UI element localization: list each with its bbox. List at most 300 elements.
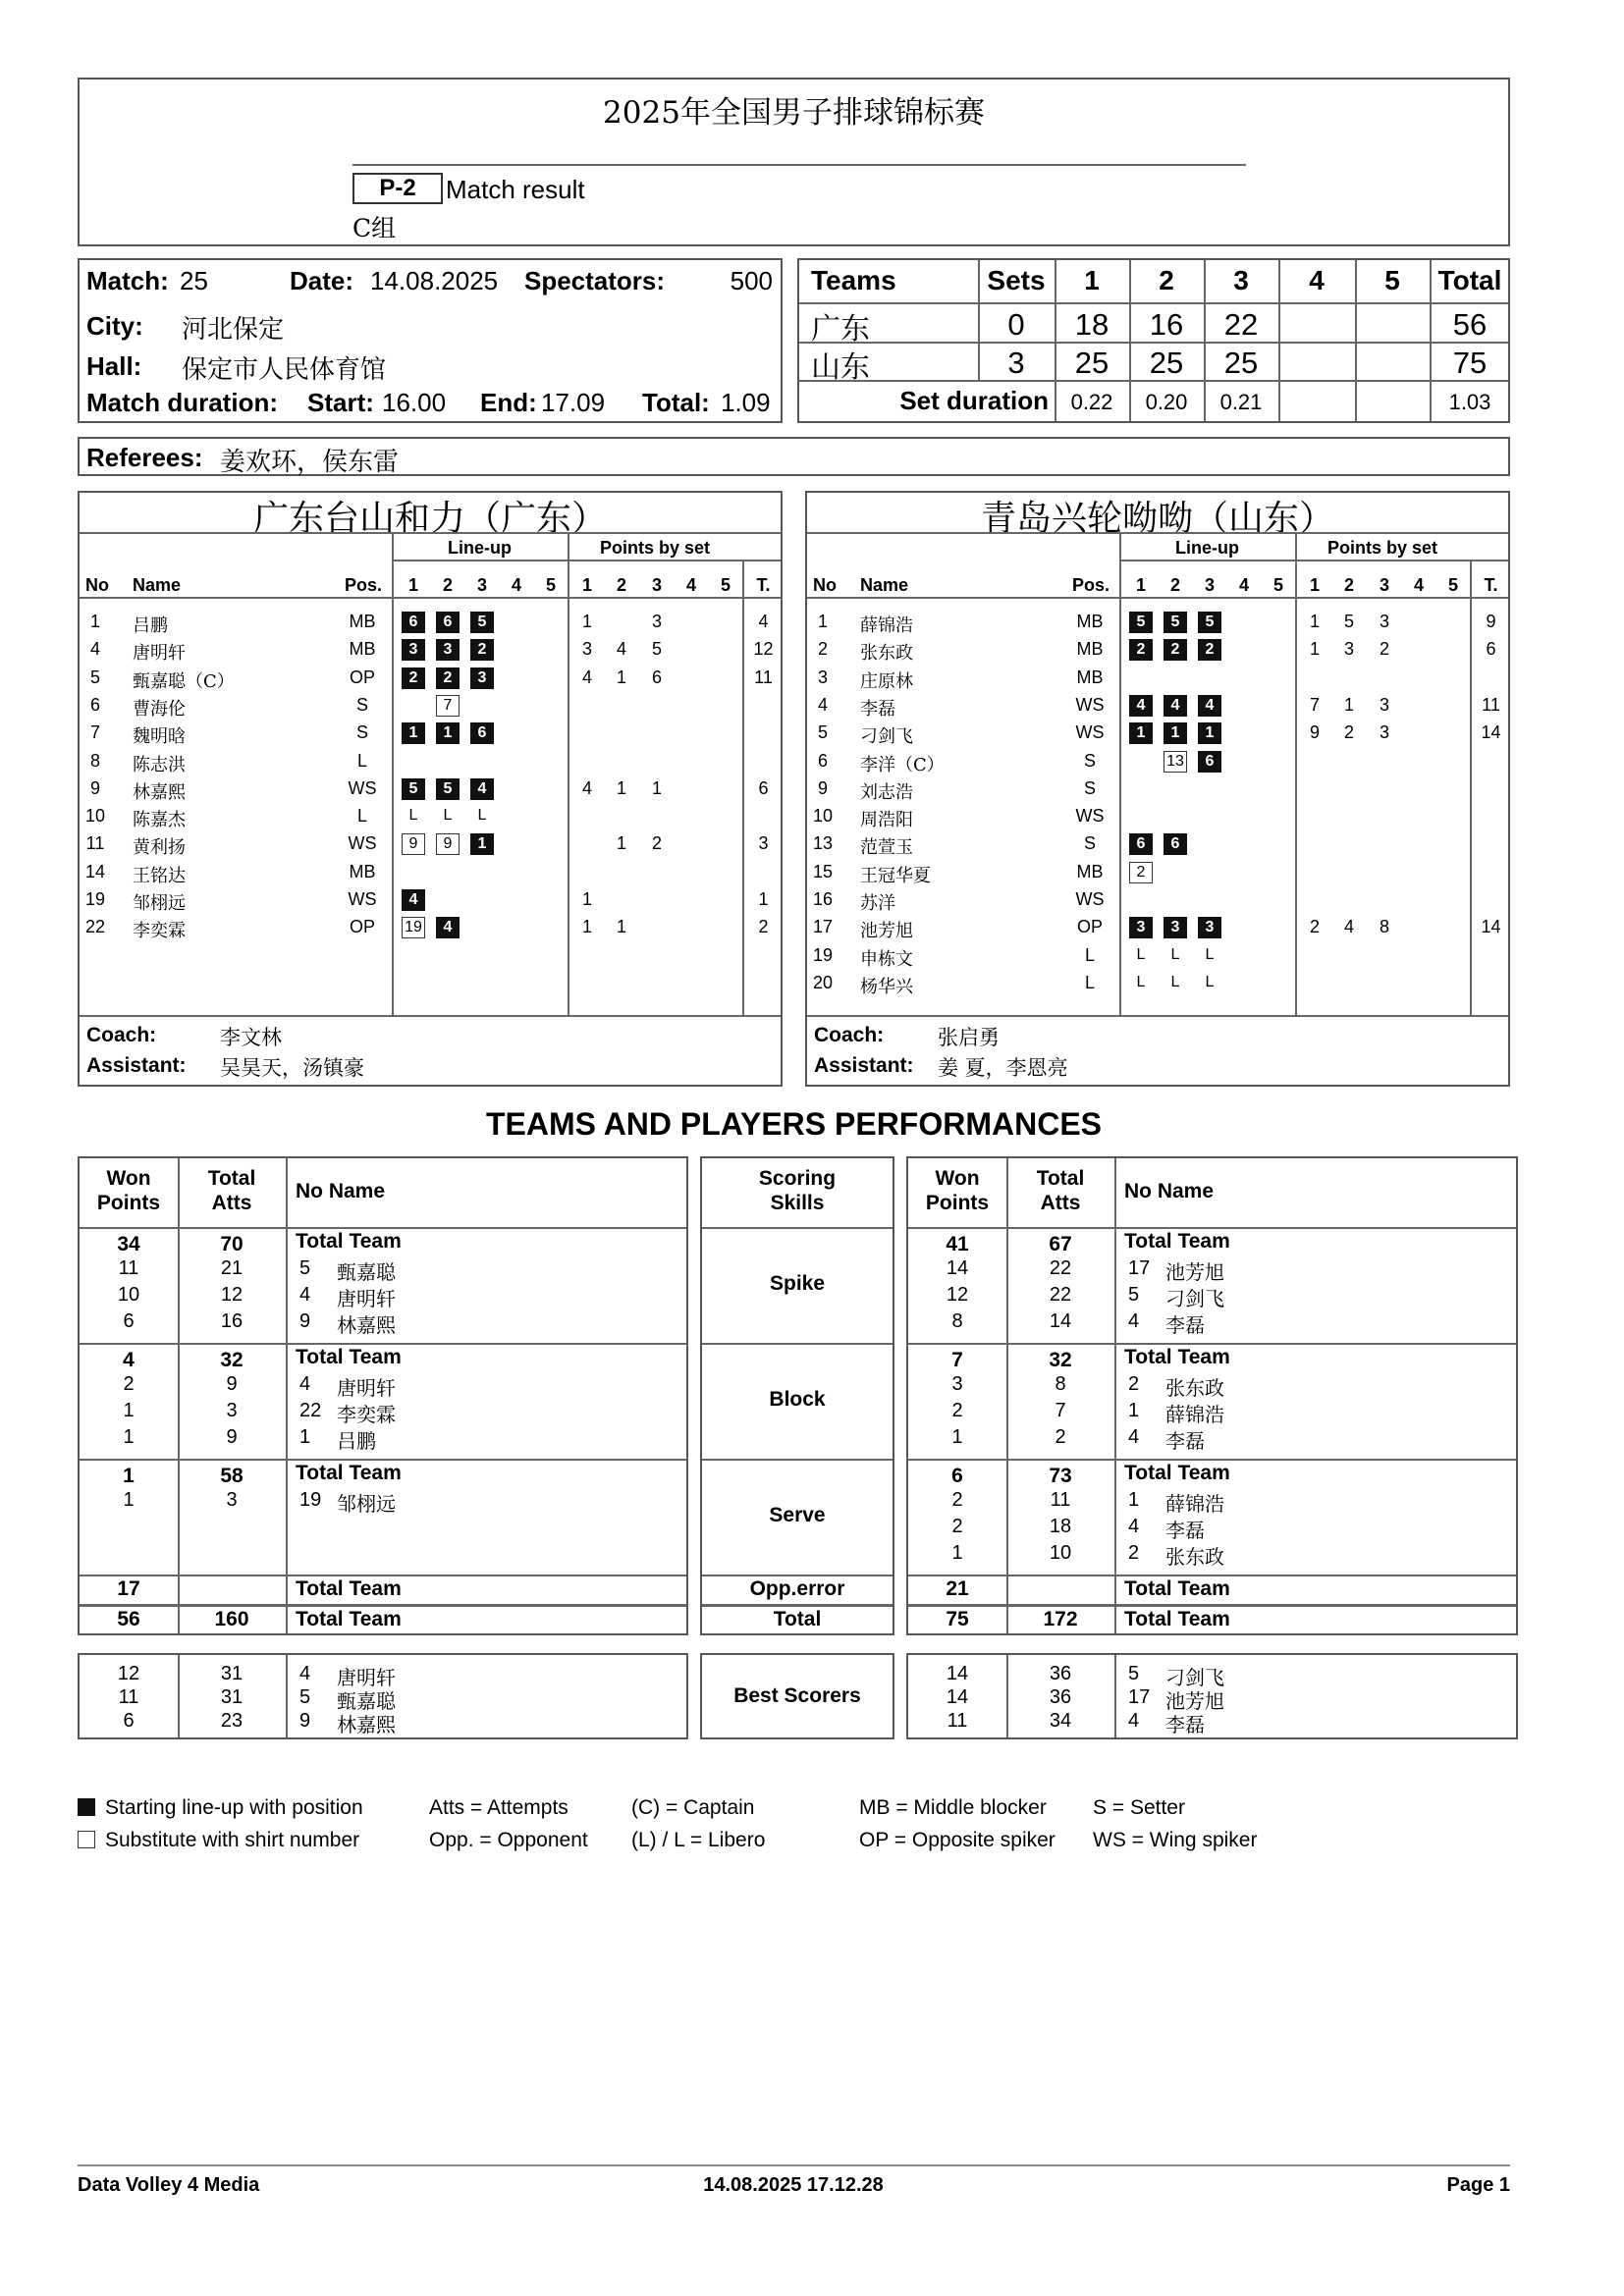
column-separator	[178, 1158, 180, 1633]
opp-error-won: 17	[117, 1577, 140, 1600]
player-position: MB	[1076, 667, 1104, 687]
player-no: 4	[299, 1284, 311, 1306]
player-atts: 2	[1055, 1426, 1066, 1448]
best-no: 17	[1128, 1686, 1151, 1708]
lineup-mark: L	[1170, 945, 1180, 963]
section-divider	[702, 1227, 893, 1229]
team-b-col-lu1: 1	[1135, 575, 1146, 595]
team-a-col-p1: 1	[581, 575, 592, 595]
player-name: 薛锦浩	[1165, 1492, 1224, 1516]
legend-starting-text: Starting line-up with position	[105, 1796, 363, 1819]
player-won: 2	[951, 1489, 963, 1511]
lineup-mark: 1	[1198, 722, 1221, 744]
team-b-col-no: No	[813, 575, 837, 595]
lineup-mark: 3	[1129, 917, 1153, 938]
team-b-lineup-header: Line-up	[1175, 538, 1239, 558]
player-position: MB	[1076, 639, 1104, 660]
player-name: 王冠华夏	[860, 865, 931, 886]
lineup-mark: 4	[1164, 695, 1187, 717]
player-row	[80, 609, 781, 636]
set-points: 4	[581, 667, 592, 687]
player-name: 刘志浩	[860, 781, 913, 803]
column-separator	[286, 1158, 288, 1633]
player-atts: 9	[226, 1373, 238, 1395]
score-header-set5: 5	[1384, 265, 1400, 295]
total-team-label: Total Team	[296, 1608, 402, 1630]
player-total-points: 14	[1481, 917, 1501, 937]
player-position: S	[355, 694, 368, 715]
spectators-label: Spectators:	[524, 266, 666, 295]
player-number: 10	[812, 806, 834, 827]
player-name: 李磊	[1165, 1519, 1205, 1542]
best-no: 4	[1128, 1710, 1140, 1732]
column-separator	[286, 1655, 288, 1737]
player-row	[807, 942, 1508, 970]
team-a-assistant-label: Assistant:	[86, 1054, 187, 1077]
player-number: 2	[817, 639, 828, 660]
best-atts: 36	[1049, 1686, 1072, 1708]
perf-skills-table	[700, 1156, 894, 1635]
team-a-col-lu1: 1	[407, 575, 418, 595]
player-name: 张东政	[860, 643, 913, 665]
lineup-mark: 6	[1198, 751, 1221, 773]
set-points: 5	[1343, 612, 1354, 631]
player-number: 11	[85, 833, 105, 854]
best-won: 12	[117, 1663, 140, 1684]
player-name: 刁剑飞	[860, 726, 913, 748]
player-name: 李洋（C）	[860, 754, 945, 775]
lineup-mark: 4	[1198, 695, 1221, 717]
player-name: 李奕霖	[133, 921, 186, 942]
total-duration: 1.09	[721, 388, 771, 417]
player-row	[807, 803, 1508, 830]
team-a-col-total: T.	[756, 575, 771, 595]
section-divider	[908, 1343, 1516, 1345]
team-a-col-p5: 5	[720, 575, 731, 595]
best-name: 池芳旭	[1165, 1689, 1224, 1713]
player-total-points: 9	[1486, 612, 1496, 631]
player-name: 薛锦浩	[1165, 1403, 1224, 1426]
player-no: 1	[1128, 1489, 1140, 1511]
score-header-teams: Teams	[811, 265, 896, 295]
score-header-set3: 3	[1233, 265, 1249, 295]
player-name: 林嘉熙	[133, 781, 186, 803]
player-name: 吕鹏	[133, 615, 168, 636]
team-b-col-total: T.	[1484, 575, 1498, 595]
spectators-count: 500	[730, 266, 773, 295]
team-won-total: 7	[951, 1349, 963, 1371]
grand-total-won: 75	[946, 1608, 969, 1630]
player-row	[80, 914, 781, 941]
lineup-mark: L	[477, 807, 487, 825]
total-team-label: Total Team	[1124, 1608, 1230, 1630]
lineup-mark: 3	[1198, 917, 1221, 938]
player-no: 4	[299, 1373, 311, 1395]
set-points: 3	[581, 639, 592, 660]
player-name: 池芳旭	[1165, 1260, 1224, 1284]
team-b-roster	[805, 491, 1510, 1087]
player-row	[807, 886, 1508, 914]
player-no: 4	[1128, 1310, 1140, 1332]
team-atts-total: 58	[220, 1465, 244, 1487]
lineup-mark: 1	[470, 833, 494, 855]
lineup-mark: 1	[1129, 722, 1153, 744]
total-team-label: Total Team	[296, 1230, 402, 1253]
player-name: 池芳旭	[860, 921, 913, 942]
player-name: 张东政	[1165, 1545, 1224, 1569]
referees-box	[78, 437, 1510, 476]
team-a-col-name: Name	[133, 575, 182, 595]
section-divider	[702, 1459, 893, 1461]
lineup-mark: 5	[470, 612, 494, 633]
player-name: 甄嘉聪	[337, 1260, 396, 1284]
player-name: 周浩阳	[860, 810, 913, 831]
player-position: L	[1084, 972, 1095, 992]
set-points: 8	[1379, 917, 1389, 937]
total-team-label: Total Team	[296, 1462, 402, 1484]
opp-error-won: 21	[946, 1577, 969, 1600]
player-number: 8	[89, 750, 100, 771]
player-row	[807, 970, 1508, 997]
player-number: 4	[89, 639, 100, 660]
team-b-col-lu4: 4	[1238, 575, 1249, 595]
player-won: 1	[123, 1489, 135, 1511]
footer-rule	[78, 2164, 1510, 2166]
group-label: C组	[352, 214, 397, 242]
player-row	[807, 914, 1508, 941]
player-name: 陈志洪	[133, 754, 186, 775]
set-points: 6	[651, 667, 662, 687]
player-atts: 7	[1055, 1400, 1066, 1421]
player-name: 苏洋	[860, 893, 895, 914]
best-no: 5	[299, 1686, 311, 1708]
player-won: 2	[951, 1400, 963, 1421]
player-position: S	[355, 722, 368, 743]
skill-name: Spike	[769, 1272, 826, 1295]
lineup-mark: L	[443, 807, 453, 825]
best-no: 4	[299, 1663, 311, 1684]
team-a-lineup-header: Line-up	[448, 538, 512, 558]
total-team-label: Total Team	[1124, 1230, 1230, 1253]
set-points: 1	[616, 667, 626, 687]
player-row	[80, 636, 781, 664]
player-atts: 22	[1049, 1284, 1072, 1306]
start-label: Start:	[307, 388, 374, 417]
best-won: 11	[947, 1710, 968, 1732]
score-team-b-set3: 25	[1223, 346, 1259, 380]
best-scorers-left	[78, 1653, 688, 1739]
score-team-b-total: 75	[1452, 346, 1488, 380]
player-name: 王铭达	[133, 865, 186, 886]
total-duration-label: Total:	[642, 388, 710, 417]
player-atts: 22	[1049, 1257, 1072, 1279]
perf-left-table	[78, 1156, 688, 1635]
team-a-coach-label: Coach:	[86, 1024, 157, 1046]
player-atts: 3	[226, 1489, 238, 1511]
lineup-mark: L	[1205, 973, 1215, 990]
section-divider	[908, 1459, 1516, 1461]
player-won: 14	[946, 1257, 969, 1279]
team-b-col-p1: 1	[1309, 575, 1320, 595]
team-a-col-lu2: 2	[442, 575, 453, 595]
player-row	[80, 665, 781, 692]
team-b-coach-label: Coach:	[814, 1024, 885, 1046]
score-team-a-total: 56	[1452, 307, 1488, 342]
set-points: 1	[616, 917, 626, 937]
set-points: 4	[616, 639, 626, 660]
best-scorers-label: Best Scorers	[733, 1684, 861, 1707]
player-name: 李磊	[1165, 1429, 1205, 1453]
team-a-roster	[78, 491, 783, 1087]
player-name: 甄嘉聪（C）	[133, 670, 235, 692]
team-b-col-p5: 5	[1447, 575, 1458, 595]
team-b-col-lu5: 5	[1272, 575, 1283, 595]
legend-captain: (C) = Captain	[631, 1796, 755, 1819]
end-label: End:	[480, 388, 537, 417]
score-header-set2: 2	[1159, 265, 1174, 295]
player-row	[807, 609, 1508, 636]
player-won: 1	[123, 1426, 135, 1448]
set-duration-3: 0.21	[1219, 390, 1263, 414]
legend-substitute	[78, 1829, 359, 1852]
lineup-mark: 5	[1129, 612, 1153, 633]
score-team-a-set1: 18	[1074, 307, 1110, 342]
city-label: City:	[86, 311, 143, 341]
total-team-label: Total Team	[296, 1577, 402, 1600]
player-number: 15	[812, 861, 834, 881]
footer-right: Page 1	[1446, 2174, 1510, 2196]
section-divider	[80, 1604, 686, 1607]
set-points: 1	[581, 612, 592, 631]
set-points: 1	[581, 917, 592, 937]
won-points-header: Won	[106, 1167, 151, 1190]
player-won: 2	[123, 1373, 135, 1395]
player-total-points: 11	[754, 667, 773, 687]
city-value: 河北保定	[182, 315, 285, 345]
player-number: 22	[84, 917, 106, 937]
team-b-name: 青岛兴轮呦呦（山东）	[980, 499, 1334, 539]
doc-code: P-2	[352, 173, 443, 204]
player-row	[80, 692, 781, 720]
legend-ws: WS = Wing spiker	[1093, 1829, 1258, 1851]
player-position: OP	[349, 667, 375, 687]
player-number: 20	[812, 972, 834, 992]
best-won: 11	[118, 1686, 139, 1708]
lineup-mark: 3	[470, 667, 494, 689]
score-header-set1: 1	[1084, 265, 1100, 295]
legend-starting	[78, 1796, 363, 1820]
player-row	[807, 636, 1508, 664]
player-name: 杨华兴	[860, 976, 913, 997]
player-name: 范萱玉	[860, 837, 913, 859]
lineup-mark: 19	[402, 917, 425, 938]
team-won-total: 1	[123, 1465, 135, 1487]
player-no: 4	[1128, 1516, 1140, 1537]
lineup-mark: 3	[1164, 917, 1187, 938]
total-team-label: Total Team	[296, 1346, 402, 1368]
legend-substitute-text: Substitute with shirt number	[105, 1829, 360, 1851]
header-box	[78, 78, 1510, 246]
section-divider	[80, 1227, 686, 1229]
lineup-mark: 1	[1164, 722, 1187, 744]
total-atts-header-2: Atts	[1040, 1192, 1081, 1214]
player-position: MB	[349, 861, 376, 881]
player-position: OP	[1076, 917, 1103, 937]
player-number: 9	[89, 777, 100, 798]
lineup-mark: L	[1136, 945, 1146, 963]
player-atts: 11	[1050, 1489, 1071, 1511]
legend-mb: MB = Middle blocker	[859, 1796, 1047, 1819]
set-points: 7	[1309, 694, 1320, 715]
set-points: 3	[1379, 612, 1389, 631]
lineup-mark: 4	[436, 917, 460, 938]
section-divider	[908, 1575, 1516, 1576]
team-b-assistant-label: Assistant:	[814, 1054, 914, 1077]
player-won: 6	[123, 1310, 135, 1332]
column-separator	[1114, 1158, 1116, 1633]
player-number: 13	[812, 833, 834, 854]
best-atts: 31	[220, 1663, 244, 1684]
section-divider	[702, 1575, 893, 1576]
set-points: 1	[1343, 694, 1354, 715]
player-atts: 21	[220, 1257, 244, 1279]
best-atts: 31	[220, 1686, 244, 1708]
player-name: 邹栩远	[337, 1492, 396, 1516]
doc-title: Match result	[446, 175, 585, 204]
team-a-col-p3: 3	[651, 575, 662, 595]
best-name: 唐明轩	[337, 1666, 396, 1689]
total-atts-header-2: Atts	[211, 1192, 252, 1214]
team-a-col-lu5: 5	[545, 575, 556, 595]
match-date: 14.08.2025	[370, 266, 499, 295]
player-number: 7	[89, 722, 100, 743]
score-team-b-set2: 25	[1149, 346, 1184, 380]
player-position: S	[1083, 777, 1096, 798]
set-duration-2: 0.20	[1145, 390, 1188, 414]
perf-right-table	[906, 1156, 1518, 1635]
team-b-coach: 张启勇	[938, 1026, 1000, 1049]
best-atts: 36	[1049, 1663, 1072, 1684]
won-points-header-2: Points	[925, 1192, 990, 1214]
duration-label: Match duration:	[86, 388, 278, 417]
player-name: 唐明轩	[133, 643, 186, 665]
team-a-col-no: No	[85, 575, 109, 595]
player-won: 12	[946, 1284, 969, 1306]
player-no: 5	[1128, 1284, 1140, 1306]
player-name: 李奕霖	[337, 1403, 396, 1426]
player-number: 17	[812, 917, 834, 937]
player-number: 16	[812, 889, 834, 909]
player-number: 6	[817, 750, 828, 771]
team-b-col-p3: 3	[1379, 575, 1389, 595]
grand-total-atts: 160	[214, 1608, 249, 1630]
player-position: S	[1083, 750, 1096, 771]
set-points: 4	[1343, 917, 1354, 937]
tournament-title: 2025年全国男子排球锦标赛	[603, 95, 985, 131]
section-divider	[908, 1227, 1516, 1229]
player-position: OP	[349, 917, 375, 937]
team-a-col-lu3: 3	[476, 575, 487, 595]
player-total-points: 12	[753, 639, 774, 660]
referees-names: 姜欢环，侯东雷	[220, 448, 400, 477]
match-info-box	[78, 258, 783, 423]
player-row	[807, 830, 1508, 858]
no-name-header: No Name	[1124, 1180, 1215, 1202]
total-label: Total	[773, 1608, 822, 1630]
player-total-points: 6	[758, 777, 769, 798]
player-no: 1	[1128, 1400, 1140, 1421]
player-position: L	[1084, 944, 1095, 965]
player-total-points: 14	[1481, 722, 1501, 743]
legend-opp: Opp. = Opponent	[429, 1829, 588, 1851]
lineup-mark: 2	[470, 639, 494, 661]
end-time: 17.09	[541, 388, 606, 417]
player-row	[807, 859, 1508, 886]
lineup-mark: 6	[1164, 833, 1187, 855]
skill-name: Serve	[769, 1504, 826, 1526]
player-position: WS	[348, 889, 377, 909]
team-a-assistant: 吴昊天，汤镇豪	[220, 1056, 364, 1080]
set-points: 2	[651, 833, 662, 854]
legend-libero: (L) / L = Libero	[631, 1829, 766, 1851]
best-won: 6	[123, 1710, 135, 1732]
legend-white-square-icon	[78, 1831, 95, 1848]
player-atts: 9	[226, 1426, 238, 1448]
team-b-points-header: Points by set	[1326, 538, 1438, 558]
legend-black-square-icon	[78, 1798, 95, 1816]
section-divider	[80, 1343, 686, 1345]
player-name: 薛锦浩	[860, 615, 913, 636]
start-time: 16.00	[382, 388, 447, 417]
opp-error-label: Opp.error	[749, 1577, 845, 1600]
player-row	[807, 692, 1508, 720]
total-atts-header: Total	[1036, 1167, 1085, 1190]
best-no: 9	[299, 1710, 311, 1732]
player-won: 8	[951, 1310, 963, 1332]
lineup-mark: 5	[436, 778, 460, 800]
set-points: 2	[1379, 639, 1389, 660]
player-name: 唐明轩	[337, 1376, 396, 1400]
player-atts: 12	[220, 1284, 244, 1306]
title-underline	[352, 164, 1246, 166]
best-atts: 34	[1049, 1710, 1072, 1732]
best-name: 李磊	[1165, 1713, 1205, 1736]
hall-label: Hall:	[86, 351, 142, 381]
total-team-label: Total Team	[1124, 1577, 1230, 1600]
lineup-mark: 7	[436, 695, 460, 717]
set-points: 3	[651, 612, 662, 631]
team-b-col-lu2: 2	[1169, 575, 1180, 595]
player-row	[80, 748, 781, 775]
player-won: 1	[123, 1400, 135, 1421]
player-position: L	[356, 750, 367, 771]
player-won: 1	[951, 1542, 963, 1564]
best-name: 林嘉熙	[337, 1713, 396, 1736]
team-b-col-pos: Pos.	[1072, 575, 1110, 595]
player-total-points: 2	[758, 917, 769, 937]
player-no: 17	[1128, 1257, 1151, 1279]
set-points: 3	[1343, 639, 1354, 660]
player-row	[80, 830, 781, 858]
total-team-label: Total Team	[1124, 1462, 1230, 1484]
team-atts-total: 73	[1049, 1465, 1072, 1487]
lineup-mark: 9	[402, 833, 425, 855]
lineup-mark: 4	[402, 889, 425, 911]
team-atts-total: 32	[220, 1349, 244, 1371]
section-divider	[908, 1604, 1516, 1607]
team-a-col-p4: 4	[685, 575, 696, 595]
player-position: L	[356, 806, 367, 827]
